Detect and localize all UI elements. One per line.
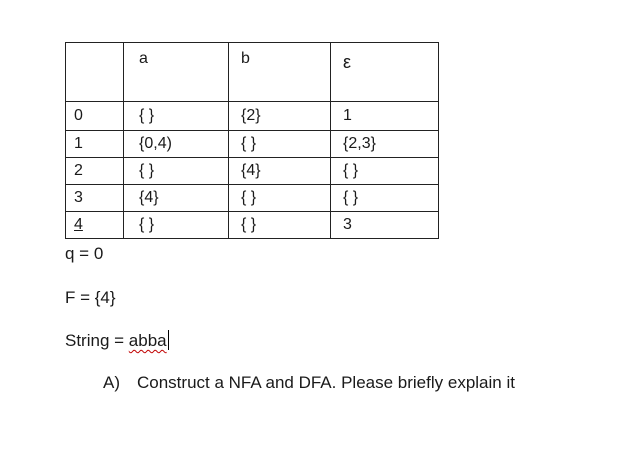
string-line[interactable]: [65, 330, 169, 351]
transition-table: [65, 42, 439, 239]
epsilon-cell: {2,3}: [331, 131, 439, 158]
string-value-spellcheck: abba: [128, 331, 167, 350]
table-row: [66, 131, 439, 158]
epsilon-cell: 3: [331, 212, 439, 239]
a-cell: {0,4): [124, 131, 229, 158]
string-label: String =: [65, 331, 129, 350]
b-cell: {4}: [229, 158, 331, 185]
table-header-row: [66, 43, 439, 102]
state-cell: 1: [66, 131, 124, 158]
state-cell: 3: [66, 185, 124, 212]
a-cell: { }: [124, 158, 229, 185]
state-cell: 0: [66, 102, 124, 131]
start-state-line: q = 0: [65, 244, 104, 263]
question-label: A): [103, 373, 120, 392]
table-row: [66, 158, 439, 185]
b-cell: {2}: [229, 102, 331, 131]
epsilon-cell: { }: [331, 185, 439, 212]
b-cell: { }: [229, 131, 331, 158]
state-label-underlined: 4: [74, 216, 83, 233]
final-states-line: F = {4}: [65, 288, 116, 307]
text-cursor: [168, 330, 169, 350]
state-cell: [66, 212, 124, 239]
table-row: [66, 185, 439, 212]
header-a-cell: a: [124, 43, 229, 102]
a-cell: { }: [124, 212, 229, 239]
question-text: Construct a NFA and DFA. Please briefly explain it: [137, 373, 515, 392]
state-cell: 2: [66, 158, 124, 185]
b-cell: { }: [229, 185, 331, 212]
header-state-cell: [66, 43, 124, 102]
question-line: [103, 373, 515, 393]
b-cell: { }: [229, 212, 331, 239]
epsilon-cell: { }: [331, 158, 439, 185]
table-row: [66, 212, 439, 239]
epsilon-cell: 1: [331, 102, 439, 131]
table-row: [66, 102, 439, 131]
header-epsilon-cell: ε: [331, 43, 439, 102]
a-cell: {4}: [124, 185, 229, 212]
header-b-cell: b: [229, 43, 331, 102]
a-cell: { }: [124, 102, 229, 131]
